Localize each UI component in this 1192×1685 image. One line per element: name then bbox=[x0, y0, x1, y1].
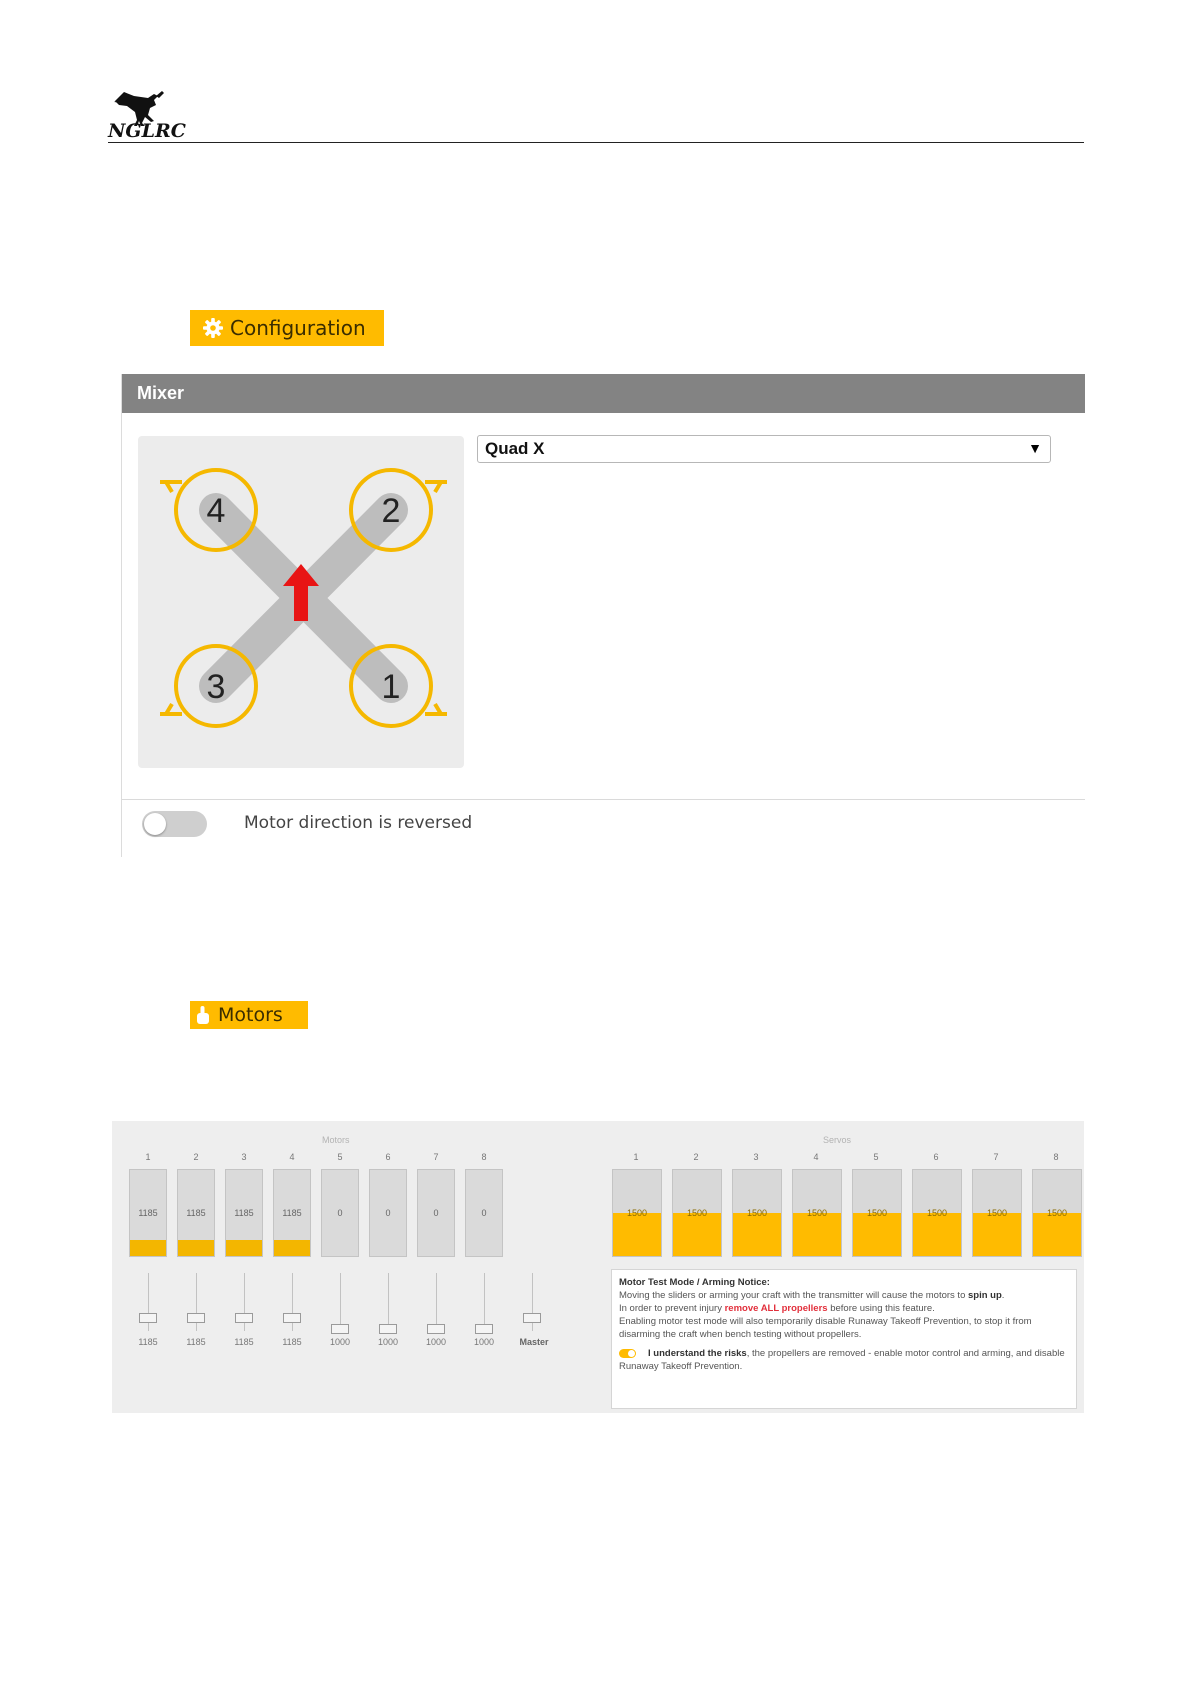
servo-output-bar-3 bbox=[732, 1169, 782, 1257]
motor-slider-thumb[interactable] bbox=[235, 1313, 253, 1323]
motor-output-bar-4 bbox=[273, 1169, 311, 1257]
servo-output-fill bbox=[1033, 1213, 1081, 1256]
motor-channel-number: 6 bbox=[385, 1152, 391, 1162]
motor-output-value: 1185 bbox=[186, 1208, 206, 1218]
motor-output-value: 0 bbox=[385, 1208, 391, 1218]
motor-channel-number: 5 bbox=[337, 1152, 343, 1162]
motor-label-1: 1 bbox=[381, 668, 401, 706]
hand-icon bbox=[196, 1005, 210, 1025]
motor-output-bar-8 bbox=[465, 1169, 503, 1257]
motor-output-value: 1185 bbox=[282, 1208, 302, 1218]
motor-slider-track bbox=[388, 1273, 389, 1331]
motor-slider-thumb[interactable] bbox=[427, 1324, 445, 1334]
motor-output-bar-5 bbox=[321, 1169, 359, 1257]
notice-text: Moving the sliders or arming your craft with the transmitter will cause the motors to bbox=[619, 1290, 968, 1301]
servo-output-fill bbox=[793, 1213, 841, 1256]
notice-text: before using this feature. bbox=[827, 1303, 935, 1314]
motor-direction-reversed-label: Motor direction is reversed bbox=[244, 813, 473, 833]
master-slider-label: Master bbox=[519, 1337, 549, 1347]
motor-label-2: 2 bbox=[381, 492, 401, 530]
motor-channel-number: 2 bbox=[193, 1152, 199, 1162]
motor-slider-value: 1000 bbox=[329, 1337, 351, 1347]
motor-channel-number: 8 bbox=[481, 1152, 487, 1162]
motor-output-value: 0 bbox=[481, 1208, 487, 1218]
notice-line-2 bbox=[619, 1302, 1069, 1315]
servo-channel-number: 8 bbox=[1053, 1152, 1059, 1162]
consent-text: , the propellers are removed - enable motor control and arming, and disable Runaway Takeoff Prevention. bbox=[619, 1348, 1065, 1372]
logo-text: NGLRC bbox=[108, 120, 186, 142]
motor-test-enable-toggle[interactable] bbox=[619, 1349, 636, 1358]
servo-output-value: 1500 bbox=[866, 1208, 888, 1218]
motor-output-bar-1 bbox=[129, 1169, 167, 1257]
servo-output-bar-2 bbox=[672, 1169, 722, 1257]
motor-slider-value: 1000 bbox=[473, 1337, 495, 1347]
mixer-panel-header: Mixer bbox=[122, 374, 1085, 413]
motors-section-label: Motors bbox=[322, 1135, 350, 1145]
servo-output-fill bbox=[853, 1213, 901, 1256]
master-slider-thumb[interactable] bbox=[523, 1313, 541, 1323]
notice-text: In order to prevent injury bbox=[619, 1303, 725, 1314]
servos-section-label: Servos bbox=[823, 1135, 852, 1145]
mixer-type-selected-value: Quad X bbox=[485, 439, 545, 458]
motor-output-bar-7 bbox=[417, 1169, 455, 1257]
servo-channel-number: 6 bbox=[933, 1152, 939, 1162]
motor-slider-value: 1000 bbox=[377, 1337, 399, 1347]
motor-slider-value: 1000 bbox=[425, 1337, 447, 1347]
servo-output-bar-6 bbox=[912, 1169, 962, 1257]
motor-output-value: 1185 bbox=[234, 1208, 254, 1218]
servo-output-value: 1500 bbox=[806, 1208, 828, 1218]
triangle-down-icon: ▼ bbox=[1028, 440, 1042, 456]
notice-title: Motor Test Mode / Arming Notice: bbox=[619, 1277, 770, 1288]
servo-output-value: 1500 bbox=[686, 1208, 708, 1218]
motor-test-consent-row bbox=[619, 1347, 1069, 1373]
motor-slider-value: 1185 bbox=[234, 1337, 254, 1347]
motor-channel-number: 3 bbox=[241, 1152, 247, 1162]
toggle-knob bbox=[628, 1350, 635, 1357]
servo-channel-number: 5 bbox=[873, 1152, 879, 1162]
motor-slider-track bbox=[484, 1273, 485, 1331]
servo-channel-number: 7 bbox=[993, 1152, 999, 1162]
motor-output-value: 0 bbox=[433, 1208, 439, 1218]
motor-slider-value: 1185 bbox=[138, 1337, 158, 1347]
toggle-knob bbox=[144, 813, 166, 835]
servo-output-fill bbox=[973, 1213, 1021, 1256]
motor-slider-thumb[interactable] bbox=[475, 1324, 493, 1334]
tab-configuration[interactable] bbox=[190, 310, 384, 346]
motor-channel-number: 1 bbox=[145, 1152, 151, 1162]
motor-output-fill bbox=[274, 1240, 310, 1256]
servo-output-value: 1500 bbox=[626, 1208, 648, 1218]
mixer-divider bbox=[122, 799, 1085, 800]
gear-icon bbox=[202, 317, 224, 339]
motor-slider-value: 1185 bbox=[282, 1337, 302, 1347]
motor-slider-value: 1185 bbox=[186, 1337, 206, 1347]
motors-panel bbox=[112, 1121, 1084, 1413]
tab-configuration-label: Configuration bbox=[230, 316, 366, 340]
header-divider bbox=[108, 142, 1084, 143]
servo-output-bar-1 bbox=[612, 1169, 662, 1257]
motor-label-4: 4 bbox=[206, 492, 226, 530]
motor-output-fill bbox=[178, 1240, 214, 1256]
mixer-type-select[interactable] bbox=[477, 435, 1051, 463]
motor-output-bar-2 bbox=[177, 1169, 215, 1257]
notice-text: . bbox=[1001, 1290, 1005, 1301]
motor-output-fill bbox=[130, 1240, 166, 1256]
servo-output-value: 1500 bbox=[986, 1208, 1008, 1218]
tab-motors-label: Motors bbox=[218, 1004, 283, 1026]
motor-slider-track bbox=[436, 1273, 437, 1331]
servo-output-bar-8 bbox=[1032, 1169, 1082, 1257]
tab-motors[interactable] bbox=[190, 1001, 308, 1029]
notice-warning: remove ALL propellers bbox=[724, 1303, 828, 1314]
servo-channel-number: 1 bbox=[633, 1152, 639, 1162]
servo-output-value: 1500 bbox=[1046, 1208, 1068, 1218]
servo-output-bar-5 bbox=[852, 1169, 902, 1257]
motor-test-arming-notice bbox=[611, 1269, 1077, 1409]
motor-output-bar-3 bbox=[225, 1169, 263, 1257]
servo-output-bar-4 bbox=[792, 1169, 842, 1257]
servo-channel-number: 3 bbox=[753, 1152, 759, 1162]
servo-output-fill bbox=[673, 1213, 721, 1256]
servo-output-fill bbox=[613, 1213, 661, 1256]
motor-output-fill bbox=[226, 1240, 262, 1256]
motor-slider-thumb[interactable] bbox=[283, 1313, 301, 1323]
servo-output-fill bbox=[733, 1213, 781, 1256]
servo-channel-number: 4 bbox=[813, 1152, 819, 1162]
motor-slider-track bbox=[340, 1273, 341, 1331]
servo-output-bar-7 bbox=[972, 1169, 1022, 1257]
motor-channel-number: 7 bbox=[433, 1152, 439, 1162]
motor-slider-thumb[interactable] bbox=[331, 1324, 349, 1334]
notice-line-1 bbox=[619, 1289, 1069, 1302]
servo-output-fill bbox=[913, 1213, 961, 1256]
motor-label-3: 3 bbox=[206, 668, 226, 706]
servo-output-value: 1500 bbox=[746, 1208, 768, 1218]
motor-slider-thumb[interactable] bbox=[139, 1313, 157, 1323]
motor-slider-thumb[interactable] bbox=[379, 1324, 397, 1334]
motor-output-bar-6 bbox=[369, 1169, 407, 1257]
motor-output-value: 1185 bbox=[138, 1208, 158, 1218]
motor-direction-reversed-toggle[interactable] bbox=[142, 811, 207, 837]
servo-output-value: 1500 bbox=[926, 1208, 948, 1218]
motor-output-value: 0 bbox=[337, 1208, 343, 1218]
notice-line-3: Enabling motor test mode will also temporarily disable Runaway Takeoff Prevention, to stop it from disarming the craft when bench testing without propellers. bbox=[619, 1316, 1032, 1340]
motor-slider-thumb[interactable] bbox=[187, 1313, 205, 1323]
notice-emphasis: spin up bbox=[968, 1290, 1002, 1301]
consent-emphasis: I understand the risks bbox=[648, 1348, 747, 1359]
servo-channel-number: 2 bbox=[693, 1152, 699, 1162]
quad-x-mixer-diagram bbox=[138, 436, 464, 768]
mixer-panel bbox=[121, 374, 1085, 857]
motor-channel-number: 4 bbox=[289, 1152, 295, 1162]
